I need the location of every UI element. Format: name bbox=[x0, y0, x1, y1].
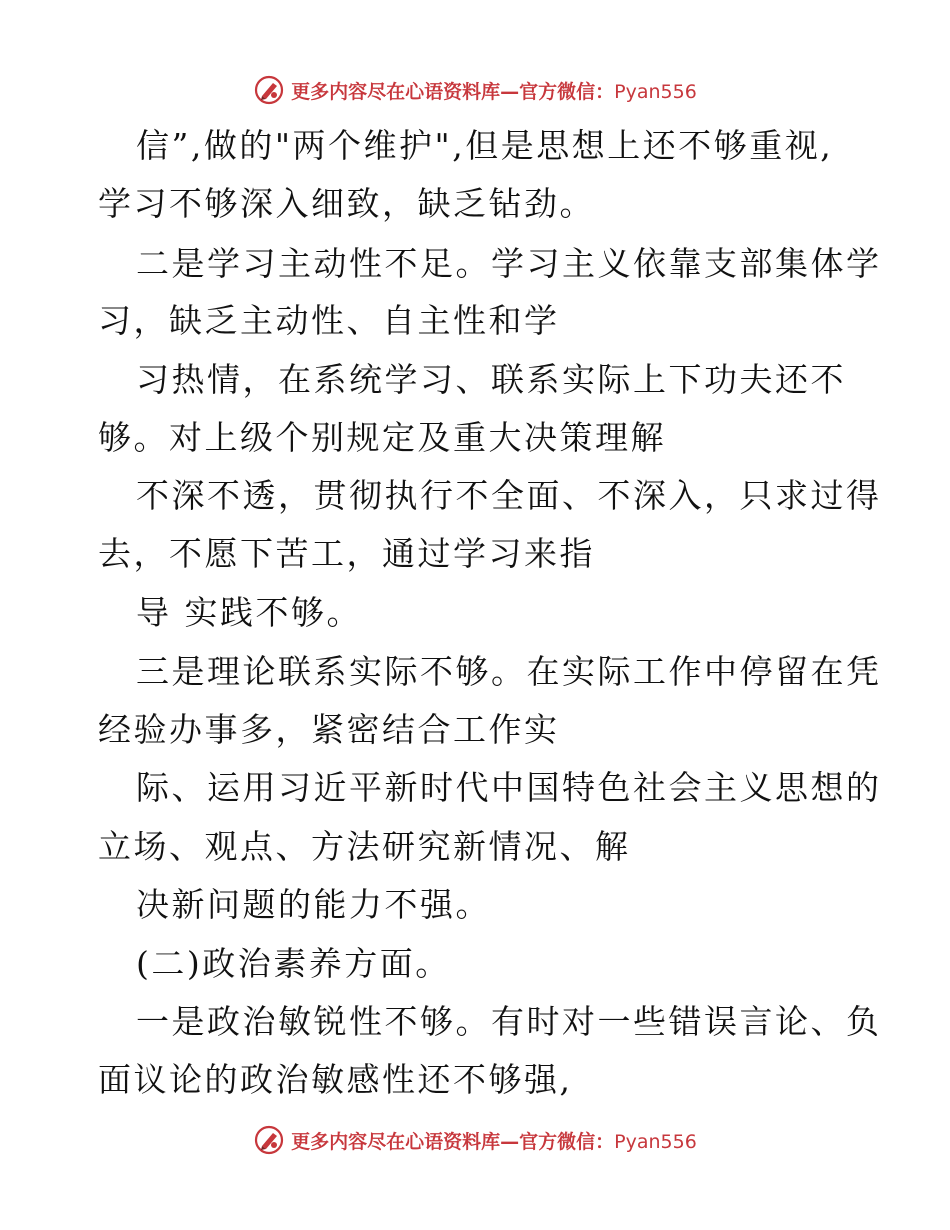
footer-banner-text bbox=[291, 1127, 697, 1154]
text-line-16: 一是政治敏锐性不够。有时对一些错误言论、负 bbox=[136, 1002, 882, 1041]
header-banner-id: Pyan556 bbox=[614, 80, 697, 103]
text-line-5: 习热情，在系统学习、联系实际上下功夫还不 bbox=[136, 360, 846, 399]
text-line-10: 三是理论联系实际不够。在实际工作中停留在凭 bbox=[136, 652, 882, 691]
text-line-1: 信”,做的"两个维护",但是思想上还不够重视, bbox=[136, 126, 834, 165]
footer-banner-label: 更多内容尽在心语资料库—官方微信： bbox=[291, 1130, 615, 1153]
header-banner-inner bbox=[253, 74, 697, 106]
text-line-17: 面议论的政治敏感性还不够强, bbox=[98, 1060, 573, 1099]
pen-logo-icon bbox=[253, 74, 285, 106]
text-line-7: 不深不透，贯彻执行不全面、不深入，只求过得 bbox=[136, 476, 882, 515]
header-banner bbox=[0, 72, 950, 108]
text-line-8: 去，不愿下苦工，通过学习来指 bbox=[98, 534, 595, 573]
header-banner-text bbox=[291, 77, 697, 104]
text-line-15: (二)政治素养方面。 bbox=[136, 944, 451, 983]
text-line-4: 习，缺乏主动性、自主性和学 bbox=[98, 301, 560, 340]
footer-banner-inner bbox=[253, 1124, 697, 1156]
text-line-6: 够。对上级个别规定及重大决策理解 bbox=[98, 418, 666, 457]
footer-banner bbox=[0, 1122, 950, 1158]
text-line-2: 学习不够深入细致，缺乏钻劲。 bbox=[98, 184, 595, 223]
pen-logo-icon bbox=[253, 1124, 285, 1156]
header-banner-label: 更多内容尽在心语资料库—官方微信： bbox=[291, 80, 615, 103]
text-line-14: 决新问题的能力不强。 bbox=[136, 885, 491, 924]
text-line-12: 际、运用习近平新时代中国特色社会主义思想的 bbox=[136, 768, 882, 807]
footer-banner-id: Pyan556 bbox=[614, 1130, 697, 1153]
text-line-9: 导 实践不够。 bbox=[136, 593, 362, 632]
text-line-3: 二是学习主动性不足。学习主义依靠支部集体学 bbox=[136, 244, 882, 283]
text-line-13: 立场、观点、方法研究新情况、解 bbox=[98, 827, 631, 866]
text-line-11: 经验办事多，紧密结合工作实 bbox=[98, 710, 560, 749]
